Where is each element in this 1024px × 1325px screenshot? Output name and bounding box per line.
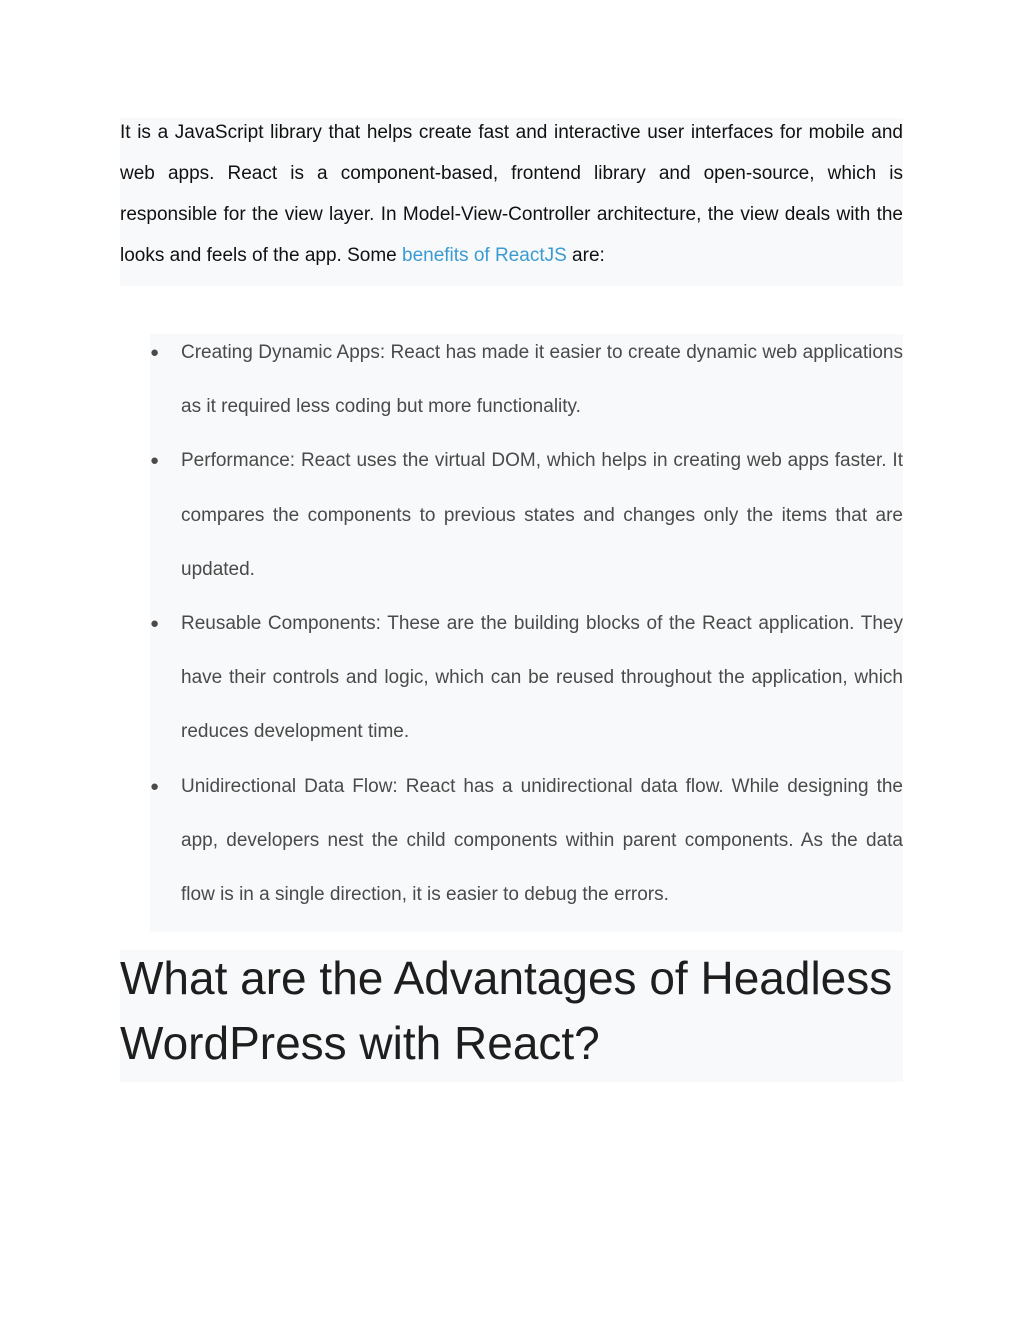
list-item-text: Reusable Components: These are the building blocks of the React application. They have their controls and logic, which can be reused throughout the application, which reduces development time. [181,613,903,743]
benefits-list [150,326,903,922]
intro-text-before-link: It is a JavaScript library that helps create fast and interactive user interfaces for mobile and web apps. React is a component-based, frontend library and open-source, which is responsible for the view layer. In Model-View-Controller architecture, the view deals with the looks and feels of the app. Some [120,122,903,266]
list-item-text: Unidirectional Data Flow: React has a unidirectional data flow. While designing the app, developers nest the child components within parent components. As the data flow is in a single direction, it is easier to debug the errors. [181,775,903,906]
benefits-of-reactjs-link[interactable]: benefits of ReactJS [402,245,567,266]
list-item [150,326,903,434]
bullet-icon: ● [150,344,160,361]
list-item [150,760,903,923]
heading-section [120,950,903,1082]
bullet-icon: ● [150,777,160,795]
bullet-icon: ● [150,615,160,633]
section-heading: What are the Advantages of Headless WordPress with React? [120,952,893,1069]
bullet-icon: ● [150,452,160,470]
intro-section [120,118,903,286]
intro-text-after-link: are: [566,245,605,266]
list-item [150,434,903,597]
list-item [150,597,903,760]
benefits-section [150,334,903,932]
intro-paragraph [120,112,903,276]
list-item-text: Creating Dynamic Apps: React has made it easier to create dynamic web applications as it required less coding but more functionality. [181,342,903,418]
list-item-text: Performance: React uses the virtual DOM, which helps in creating web apps faster. It compares the components to previous states and changes only the items that are updated. [181,450,903,580]
